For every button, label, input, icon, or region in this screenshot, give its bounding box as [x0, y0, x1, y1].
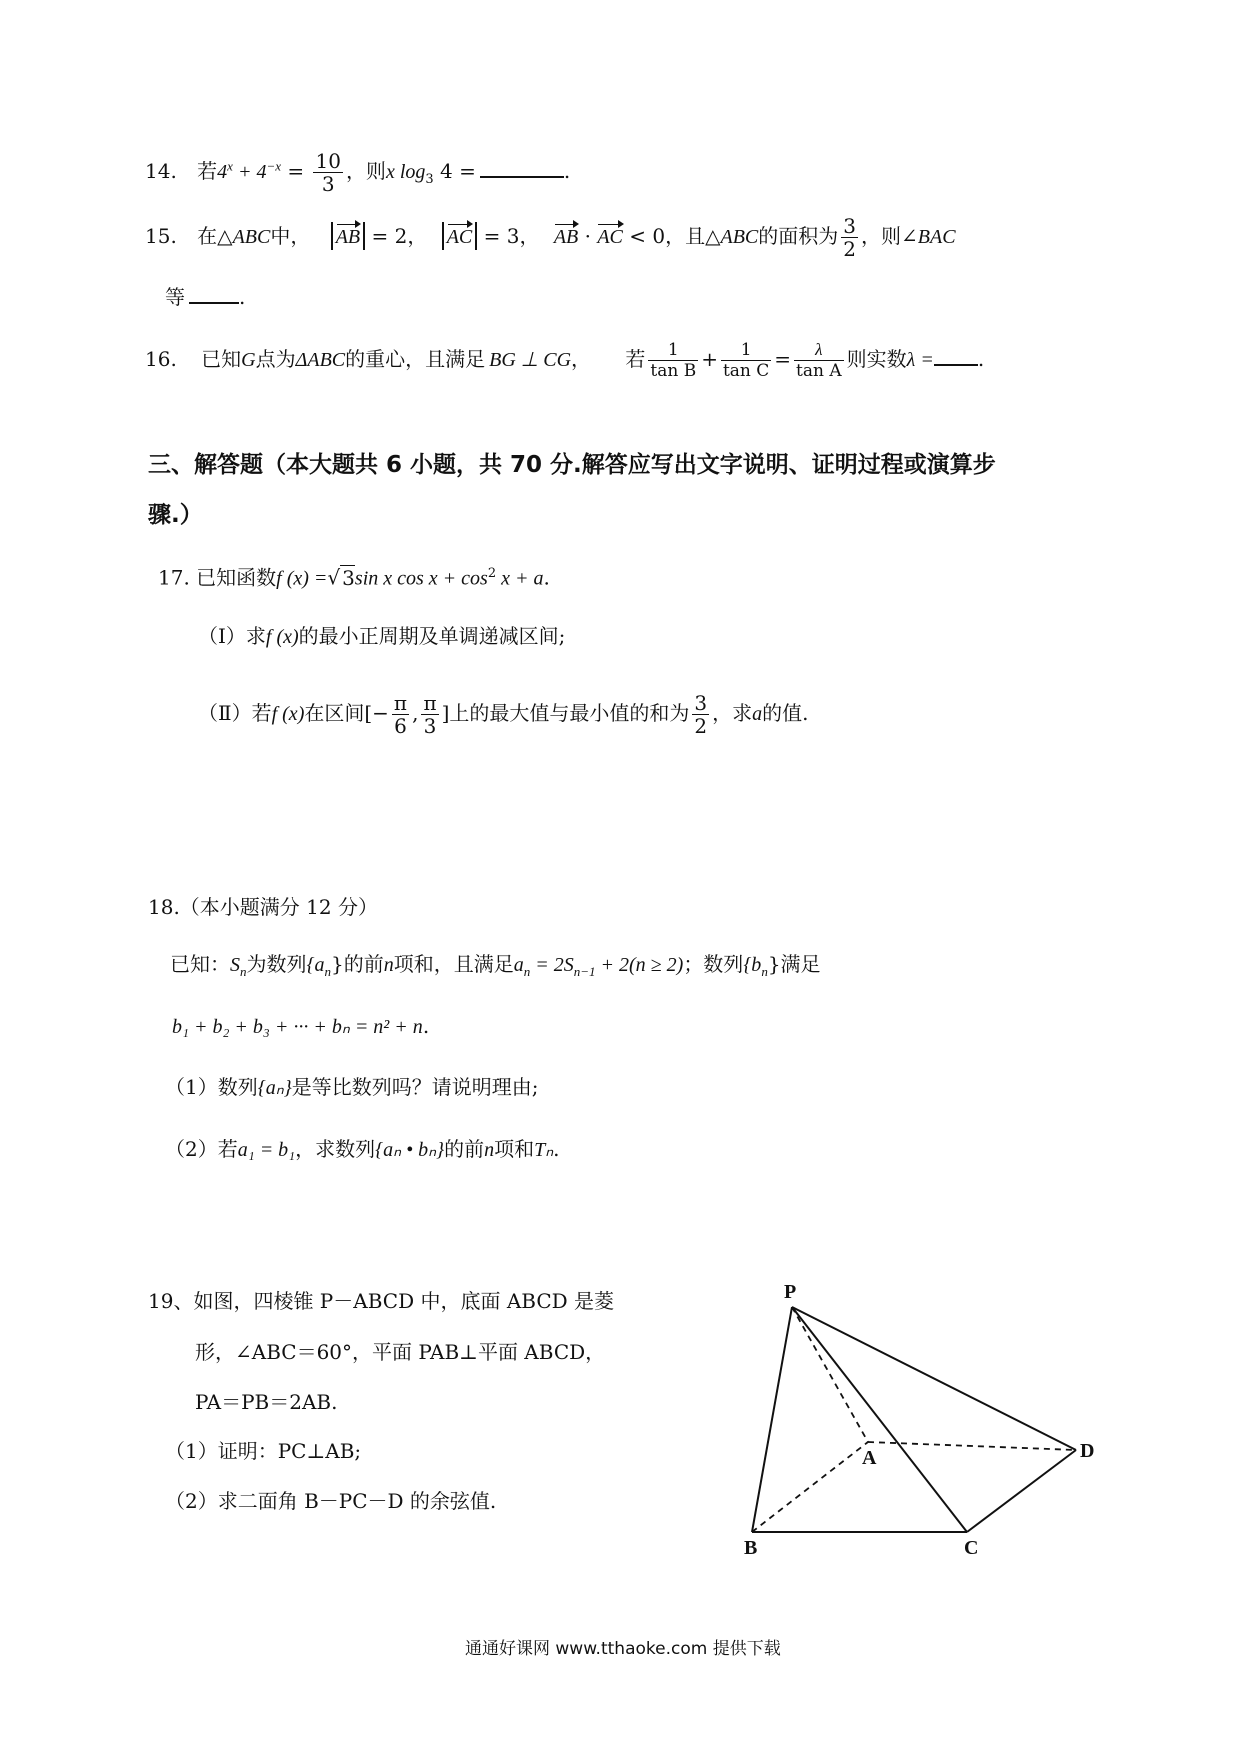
- part-label: （Ⅰ）求: [198, 624, 266, 648]
- denominator: 2: [694, 714, 708, 738]
- math: }: [331, 952, 344, 976]
- question-text: 已知：: [170, 952, 230, 976]
- math: }: [767, 952, 781, 976]
- question-text: 在△: [197, 224, 233, 248]
- math: x + a: [496, 567, 544, 590]
- question-19: 19、如图，四棱锥 P－ABCD 中，底面 ABCD 是菱: [148, 1289, 615, 1313]
- math: = 2，: [365, 224, 428, 248]
- edge-pc: [792, 1307, 967, 1532]
- part-label: （2）若: [165, 1137, 238, 1161]
- question-text: 点为: [255, 347, 296, 371]
- edge-cd: [967, 1450, 1076, 1532]
- punctuation: .: [563, 159, 571, 183]
- question-text: 已知: [201, 347, 242, 371]
- math: = 3，: [477, 224, 540, 248]
- math: {aₙ}: [257, 1077, 292, 1099]
- question-text: 在区间: [304, 701, 365, 725]
- math: ABC: [232, 226, 271, 248]
- vertex-label-b: B: [744, 1537, 758, 1559]
- math: x: [227, 158, 233, 174]
- vector-ab: AB: [336, 223, 360, 251]
- vertex-label-d: D: [1080, 1440, 1095, 1462]
- math: n: [324, 964, 331, 979]
- edge-ab-hidden: [752, 1442, 868, 1532]
- math: 4 =: [433, 159, 476, 183]
- vector-ac: AC: [447, 223, 473, 251]
- question-text: 的值.: [762, 701, 809, 725]
- question-18-stem: [170, 950, 821, 986]
- math: {b: [743, 954, 762, 976]
- math: ΔABC: [295, 349, 346, 371]
- math: n: [383, 954, 394, 976]
- numerator: 10: [315, 149, 341, 173]
- fraction: [392, 692, 409, 737]
- math: f (x): [271, 703, 305, 725]
- denominator: 3: [423, 714, 437, 738]
- math: a: [752, 703, 763, 725]
- question-text: 若: [197, 159, 218, 183]
- denominator: 6: [394, 714, 407, 738]
- math: n: [523, 964, 531, 979]
- punctuation: .: [239, 285, 246, 309]
- math: =: [281, 159, 311, 183]
- math: ,: [412, 701, 419, 725]
- math: ]: [441, 701, 450, 725]
- denominator: tan C: [722, 361, 770, 381]
- question-number: 15.: [145, 224, 177, 248]
- vector-ab: AB: [554, 223, 578, 251]
- math: x log: [385, 161, 426, 183]
- math: ABC: [720, 226, 759, 248]
- numerator: 3: [843, 214, 856, 238]
- vertex-label-c: C: [964, 1537, 979, 1559]
- question-text: 中，: [270, 224, 311, 248]
- question-text: 的前: [343, 952, 384, 976]
- fraction: [692, 692, 709, 737]
- question-14: [145, 150, 570, 195]
- math: =: [774, 347, 792, 371]
- punctuation: .: [422, 1014, 430, 1038]
- math: 2: [487, 566, 497, 581]
- punctuation: .: [543, 565, 550, 590]
- math: = 2S: [530, 954, 574, 976]
- section-heading: 三、解答题（本大题共 6 小题，共 70 分.解答应写出文字说明、证明过程或演算步: [148, 452, 996, 478]
- question-17: [158, 560, 550, 593]
- question-18-equation: [172, 1012, 429, 1041]
- question-text: 项和，且满足: [393, 952, 514, 976]
- section-heading-cont: 骤.）: [148, 502, 203, 528]
- denominator: tan A: [796, 361, 842, 381]
- answer-blank[interactable]: [480, 158, 564, 178]
- question-number: 14.: [145, 159, 177, 183]
- question-text: 的最小正周期及单调递减区间;: [298, 624, 566, 648]
- question-19-part1: （1）证明：PC⊥AB;: [165, 1439, 362, 1463]
- question-text: 的前: [444, 1137, 485, 1161]
- question-text: 是等比数列吗？请说明理由;: [291, 1075, 539, 1099]
- vertex-label-a: A: [862, 1447, 877, 1469]
- vector-magnitude: [331, 222, 365, 250]
- question-18: 18.（本小题满分 12 分）: [148, 895, 378, 919]
- math: n: [761, 964, 768, 979]
- math: 3: [425, 172, 434, 187]
- pyramid-figure: [740, 1270, 1140, 1560]
- fraction: [648, 340, 698, 381]
- question-18-part1: [165, 1073, 538, 1102]
- question-text: 17. 已知函数: [158, 565, 277, 590]
- denominator: 2: [843, 237, 856, 261]
- math: BG ⊥ CG: [489, 349, 572, 371]
- math: a₁ = b₁: [237, 1139, 296, 1161]
- numerator: π: [393, 691, 408, 715]
- question-text: < 0，且△: [622, 224, 721, 248]
- part-label: （Ⅱ）若: [198, 701, 272, 725]
- math: S: [230, 954, 240, 976]
- question-15-line2: [165, 283, 245, 311]
- math: λ =: [906, 349, 934, 371]
- punctuation: .: [977, 347, 985, 371]
- question-17-part2: [198, 692, 809, 737]
- question-18-part2: [165, 1135, 560, 1164]
- punctuation: ，: [571, 347, 592, 371]
- question-text: 为数列: [246, 952, 307, 976]
- math: {a: [306, 954, 325, 976]
- math: a: [513, 954, 524, 976]
- math: G: [241, 349, 256, 371]
- fraction: [794, 340, 844, 381]
- question-text: ，求: [712, 701, 753, 725]
- answer-blank[interactable]: [189, 284, 239, 304]
- punctuation: .: [553, 1137, 560, 1161]
- fraction: [313, 150, 342, 195]
- denominator: tan B: [650, 361, 697, 381]
- math: {aₙ • bₙ}: [375, 1139, 445, 1161]
- question-15: [145, 215, 956, 260]
- numerator: 3: [694, 691, 708, 715]
- sqrt-symbol: √: [327, 565, 341, 590]
- question-text: ，则: [345, 159, 386, 183]
- math: −x: [266, 158, 281, 174]
- question-16: [145, 340, 984, 381]
- vector-magnitude: [442, 222, 478, 250]
- question-text: ；数列: [683, 952, 744, 976]
- vertex-label-p: P: [784, 1281, 797, 1303]
- question-text: 项和: [494, 1137, 535, 1161]
- math: f (x) =: [276, 567, 328, 590]
- edge-pd: [792, 1307, 1076, 1450]
- question-text: 满足: [780, 952, 821, 976]
- question-19-line3: PA＝PB＝2AB.: [195, 1390, 338, 1414]
- fraction: [841, 215, 858, 260]
- question-text: 则实数: [846, 347, 907, 371]
- math: 4: [217, 161, 228, 183]
- question-text: ，则∠: [861, 224, 918, 248]
- question-text: 若: [625, 347, 646, 371]
- numerator: π: [423, 691, 437, 715]
- math: n: [484, 1139, 495, 1161]
- question-text: 上的最大值与最小值的和为: [449, 701, 690, 725]
- question-text: 的重心，且满足: [345, 347, 486, 371]
- answer-blank[interactable]: [934, 346, 978, 366]
- math: [−: [364, 701, 389, 725]
- math: +: [701, 347, 718, 371]
- question-19-line2: 形，∠ABC＝60°，平面 PAB⊥平面 ABCD，: [195, 1340, 606, 1364]
- math: sin x cos x + cos: [354, 567, 488, 590]
- footer-text: 通通好课网 www.tthaoke.com 提供下载: [465, 1639, 781, 1659]
- math: 3: [342, 565, 355, 590]
- math: Tₙ: [534, 1139, 554, 1161]
- question-text: 等: [165, 285, 185, 309]
- math: + 2(n ≥ 2): [595, 954, 684, 976]
- math: + 4: [232, 161, 267, 183]
- math: BAC: [917, 226, 956, 248]
- part-label: （1）数列: [165, 1075, 258, 1099]
- denominator: 3: [321, 172, 335, 196]
- math: n−1: [573, 964, 596, 979]
- question-number: 16.: [145, 347, 177, 371]
- fraction: [421, 692, 438, 737]
- question-19-part2: （2）求二面角 B－PC－D 的余弦值.: [165, 1489, 497, 1513]
- fraction: [721, 340, 771, 381]
- math: ·: [578, 224, 598, 248]
- numerator: λ: [794, 340, 844, 361]
- question-text: 的面积为: [758, 224, 839, 248]
- question-17-part1: [198, 622, 565, 651]
- question-text: ，求数列: [295, 1137, 376, 1161]
- math: f (x): [265, 626, 299, 648]
- vector-ac: AC: [597, 223, 623, 251]
- numerator: 1: [721, 340, 771, 361]
- math: n: [240, 964, 247, 979]
- math: b₁ + b₂ + b₃ + ··· + bₙ = n² + n: [172, 1016, 423, 1038]
- numerator: 1: [648, 340, 698, 361]
- edge-pb: [752, 1307, 792, 1532]
